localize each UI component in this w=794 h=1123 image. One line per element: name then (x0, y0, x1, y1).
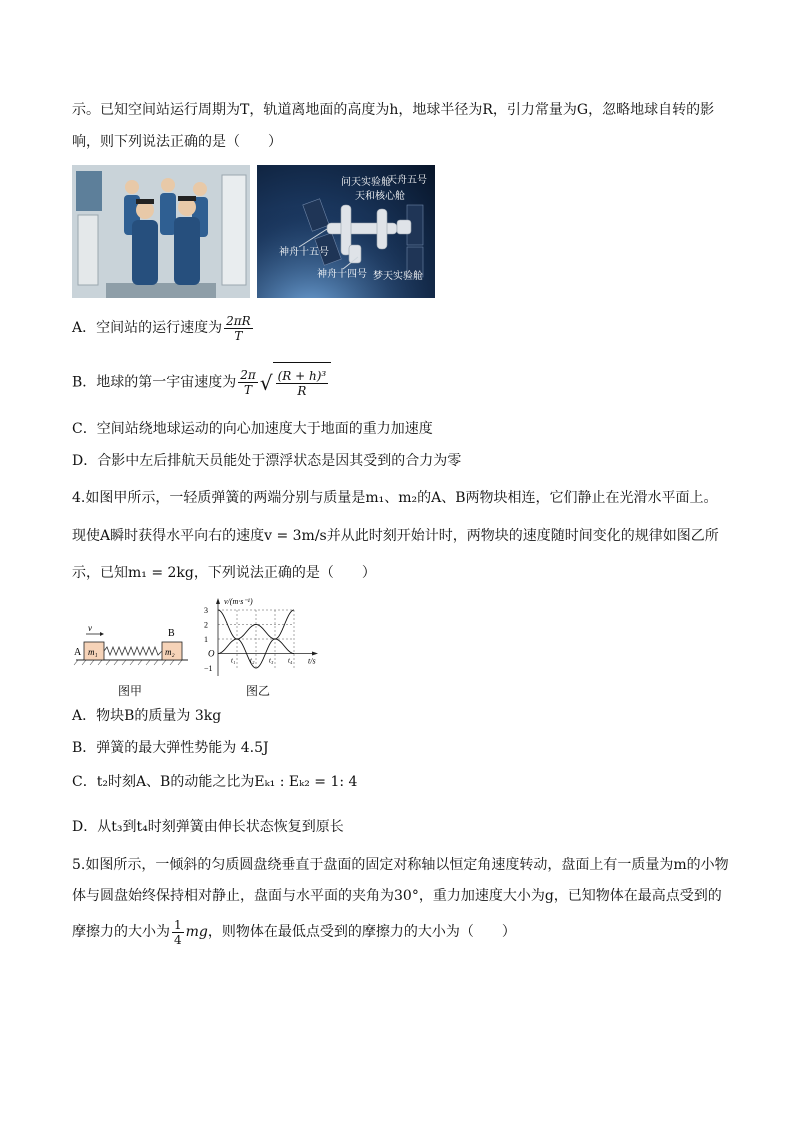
y-axis-arrow-icon (216, 598, 220, 604)
origin-label: O (208, 648, 215, 659)
y-tick-label: 2 (204, 620, 208, 630)
q3-option-d: D．合影中左后排航天员能处于漂浮状态是因其受到的合力为零 (72, 453, 462, 469)
label-shenzhou15: 神舟十五号 (279, 247, 329, 258)
y-tick-label: −1 (204, 664, 213, 673)
arrow-right-icon (100, 632, 104, 636)
chart-ticks (204, 606, 293, 673)
label-shenzhou14: 神舟十四号 (317, 269, 367, 280)
q4-line3: 示，已知m₁ = 2kg，下列说法正确的是（ ） (72, 565, 376, 581)
caption-jia: 图甲 (118, 684, 143, 698)
q3-option-a: A．空间站的运行速度为 $\frac{2\pi R}{T}$ (72, 313, 251, 343)
label-m2: m₂ (165, 647, 175, 657)
q4-option-a: A．物块B的质量为 3kg (72, 708, 222, 724)
x-axis-arrow-icon (312, 652, 318, 656)
y-axis-label: v/(m·s⁻¹) (224, 597, 253, 606)
q4-line1: 4.如图甲所示，一轻质弹簧的两端分别与质量是m₁、m₂的A、B两物块相连，它们静止在光滑水平面上。 (72, 490, 718, 506)
chart-gridlines (218, 610, 294, 668)
label-a: A (74, 647, 82, 658)
label-b: B (168, 628, 175, 639)
q4-line2: 现使A瞬时获得水平向右的速度v = 3m/s并从此时刻开始计时，两物块的速度随时间变化的规律如图乙所 (72, 528, 719, 544)
space-station-image (257, 165, 435, 298)
spring (104, 647, 162, 655)
x-axis-label: t/s (308, 656, 316, 666)
q3-intro-line1: 示。已知空间站运行周期为T，轨道离地面的高度为h，地球半径为R，引力常量为G，忽略地球自转的影 (72, 102, 715, 118)
q3-intro-line2: 响，则下列说法正确的是（ ） (72, 134, 282, 150)
label-wentian: 问天实验舱 (341, 177, 391, 188)
fraction-one-quarter: $\frac{1}{4}$ (174, 917, 182, 947)
label-m1: m₁ (88, 647, 98, 657)
q5-line2: 体与圆盘始终保持相对静止，盘面与水平面的夹角为30°，重力加速度大小为g，已知物体在最高点受到的 (72, 888, 722, 904)
label-tianhe: 天和核心舱 (355, 191, 405, 202)
q4-option-d: D．从t₃到t₄时刻弹簧由伸长状态恢复到原长 (72, 819, 344, 835)
q4-option-c: C．t₂时刻A、B的动能之比为Eₖ₁ : Eₖ₂ = 1: 4 (72, 774, 358, 790)
x-tick-label: t₃ (269, 656, 274, 665)
figure-yi-chart (198, 592, 328, 682)
q3-option-b: B．地球的第一宇宙速度为 $\frac{2\pi}{T}$ √ $\frac{\text{(R + h)³}}{R}$ (72, 362, 331, 402)
label-v: v (88, 623, 92, 633)
q4-option-b: B．弹簧的最大弹性势能为 4.5J (72, 740, 269, 756)
q5-line1: 5.如图所示，一倾斜的匀质圆盘绕垂直于盘面的固定对称轴以恒定角速度转动，盘面上有一质量为m的小物 (72, 857, 729, 873)
x-tick-label: t₁ (231, 656, 236, 665)
q3-option-c: C．空间站绕地球运动的向心加速度大于地面的重力加速度 (72, 421, 433, 437)
label-mengtian: 梦天实验舱 (373, 271, 423, 282)
astronauts-photo (72, 165, 250, 298)
x-tick-label: t₄ (288, 656, 293, 665)
figure-jia (72, 620, 192, 680)
sqrt-expression: √ $\frac{\text{(R + h)³}}{R}$ (260, 362, 331, 403)
label-tianzhou5: 天舟五号 (387, 175, 427, 186)
fraction-2piR-over-T: $\frac{2\pi R}{T}$ (226, 313, 251, 343)
x-tick-label: t₂ (250, 656, 255, 665)
y-tick-label: 3 (204, 606, 208, 615)
caption-yi: 图乙 (246, 684, 271, 698)
y-tick-label: 1 (204, 635, 208, 644)
q5-line3: 摩擦力的大小为 $\frac{1}{4}$ mg，则物体在最低点受到的摩擦力的大小为（ ） (72, 917, 516, 947)
